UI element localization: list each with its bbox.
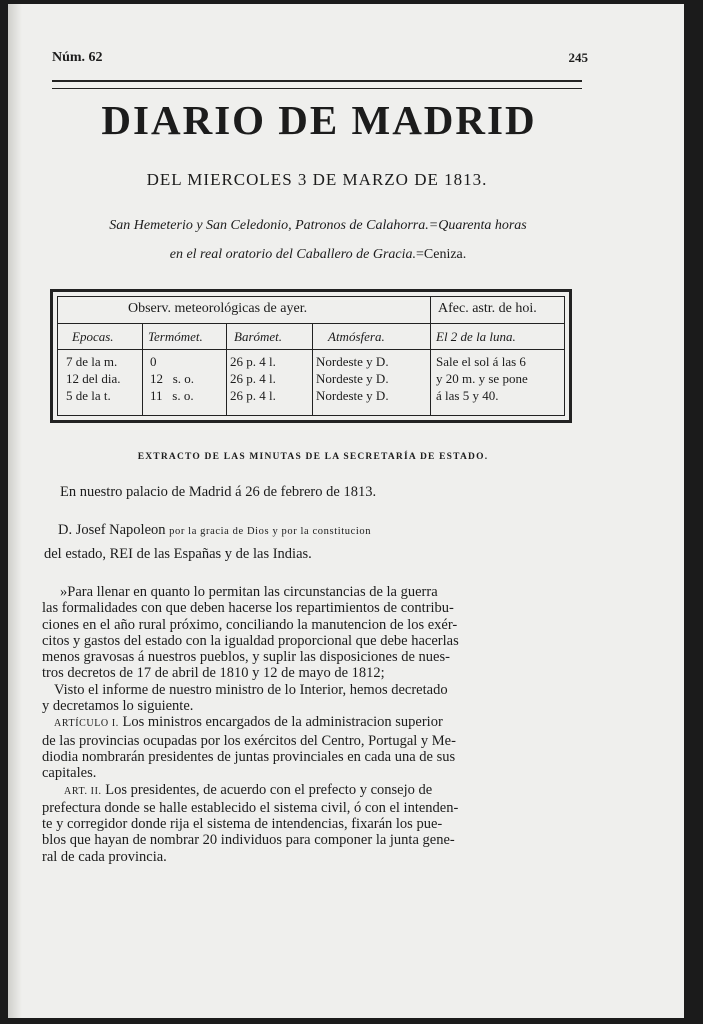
saints-line-2-roman: =Ceniza. (416, 247, 467, 262)
article-2-line-4: blos que hayan de nombrar 20 individuos para componer la junta gene- (42, 832, 455, 849)
king-name: D. Josef Napoleon (58, 522, 166, 538)
row2-atmosfera: Nordeste y D. (316, 371, 389, 386)
date-line: DEL MIERCOLES 3 DE MARZO DE 1813. (146, 170, 488, 189)
header-row (52, 50, 588, 74)
article-body (42, 584, 580, 865)
astro-heading: Afec. astr. de hoi. (438, 301, 537, 316)
col-header-termometro: Termómet. (148, 329, 203, 344)
saints-line-2-italic: en el real oratorio del Caballero de Gracia. (169, 247, 416, 262)
article-2-label: ART. II. (64, 785, 102, 797)
col-divider-3 (312, 323, 313, 415)
row3-barometro: 26 p. 4 l. (230, 388, 276, 403)
astro-line-1: Sale el sol á las 6 (436, 354, 526, 369)
col-divider-1 (142, 323, 143, 415)
row3-epoca: 5 de la t. (66, 388, 111, 403)
palace-line: En nuestro palacio de Madrid á 26 de febrero de 1813. (60, 484, 377, 500)
body-line-2: las formalidades con que deben hacerse los repartimientos de contribu- (42, 600, 454, 617)
page-number: 245 (568, 50, 588, 65)
astro-line-2: y 20 m. y se pone (436, 371, 528, 386)
weather-heading: Observ. meteorológicas de ayer. (128, 301, 308, 316)
row1-atmosfera: Nordeste y D. (316, 354, 389, 369)
body-line-7: Visto el informe de nuestro ministro de lo Interior, hemos decretado (54, 681, 448, 698)
body-line-8: y decretamos lo siguiente. (42, 698, 194, 715)
extract-heading: EXTRACTO DE LAS MINUTAS DE LA SECRETARÍA DE ESTADO. (137, 452, 489, 462)
article-2-line-5: ral de cada provincia. (42, 848, 167, 865)
newspaper-page (8, 4, 684, 1018)
header-rule (52, 80, 582, 89)
row2-barometro: 26 p. 4 l. (230, 371, 276, 386)
weather-observations-table (50, 289, 572, 423)
body-line-6: tros decretos de 17 de abril de 1810 y 12 de mayo de 1812; (42, 665, 385, 682)
article-1-line-1: Los ministros encargados de la administracion superior (118, 714, 443, 731)
page-spine-shadow (8, 4, 22, 1018)
row3-atmosfera: Nordeste y D. (316, 388, 389, 403)
king-declaration (44, 522, 578, 562)
table-rule-header (58, 349, 564, 350)
article-2-line-2: prefectura donde se halle establecido el sistema civil, ó con el intenden- (42, 799, 459, 816)
col-divider-4 (430, 297, 431, 415)
table-rule-top (58, 323, 564, 324)
row1-barometro: 26 p. 4 l. (230, 354, 276, 369)
body-line-4: citos y gastos del estado con la igualdad proporcional que debe hacerlas (42, 632, 459, 649)
king-title-smallcaps: por la gracia de Dios y por la constitucion (169, 526, 372, 537)
astro-line-3: á las 5 y 40. (436, 388, 499, 403)
col-header-barometro: Barómet. (234, 329, 283, 344)
row1-termometro: 0 (150, 354, 157, 369)
saints-line-1: San Hemeterio y San Celedonio, Patronos de Calahorra.=Quarenta horas (109, 218, 527, 233)
col-header-luna: El 2 de la luna. (436, 329, 516, 344)
article-2-line-3: te y corregidor donde rija el sistema de intendencias, fixarán los pue- (42, 816, 443, 833)
body-line-1: »Para llenar en quanto lo permitan las circunstancias de la guerra (60, 584, 438, 600)
col-header-atmosfera: Atmósfera. (328, 329, 385, 344)
weather-table-inner (57, 296, 565, 416)
body-line-5: menos gravosas á nuestros pueblos, y suplir las disposiciones de nues- (42, 649, 450, 666)
row3-termometro: 11 s. o. (150, 388, 194, 403)
article-1-label: ARTÍCULO I. (54, 718, 119, 730)
article-2-line-1: Los presidentes, de acuerdo con el prefecto y consejo de (101, 781, 433, 798)
king-line-end: del estado, REI de las Españas y de las Indias. (44, 545, 312, 562)
article-1-line-4: capitales. (42, 765, 97, 782)
article-1-line-2: de las provincias ocupadas por los exércitos del Centro, Portugal y Me- (42, 732, 456, 749)
article-2-first-line (42, 782, 580, 800)
row1-epoca: 7 de la m. (66, 354, 118, 369)
row2-epoca: 12 del dia. (66, 371, 121, 386)
article-1-line-3: diodia nombrarán presidentes de juntas provinciales en cada una de sus (42, 748, 456, 765)
body-line-3: ciones en el año rural próximo, conciliando la manutencion de los exér- (42, 616, 458, 633)
col-header-epocas: Epocas. (72, 329, 114, 344)
issue-number: Núm. 62 (52, 50, 103, 65)
col-divider-2 (226, 323, 227, 415)
saints-line-2 (38, 247, 598, 263)
masthead-title: DIARIO DE MADRID (101, 97, 537, 143)
article-1-first-line (42, 714, 580, 732)
row2-termometro: 12 s. o. (150, 371, 195, 386)
